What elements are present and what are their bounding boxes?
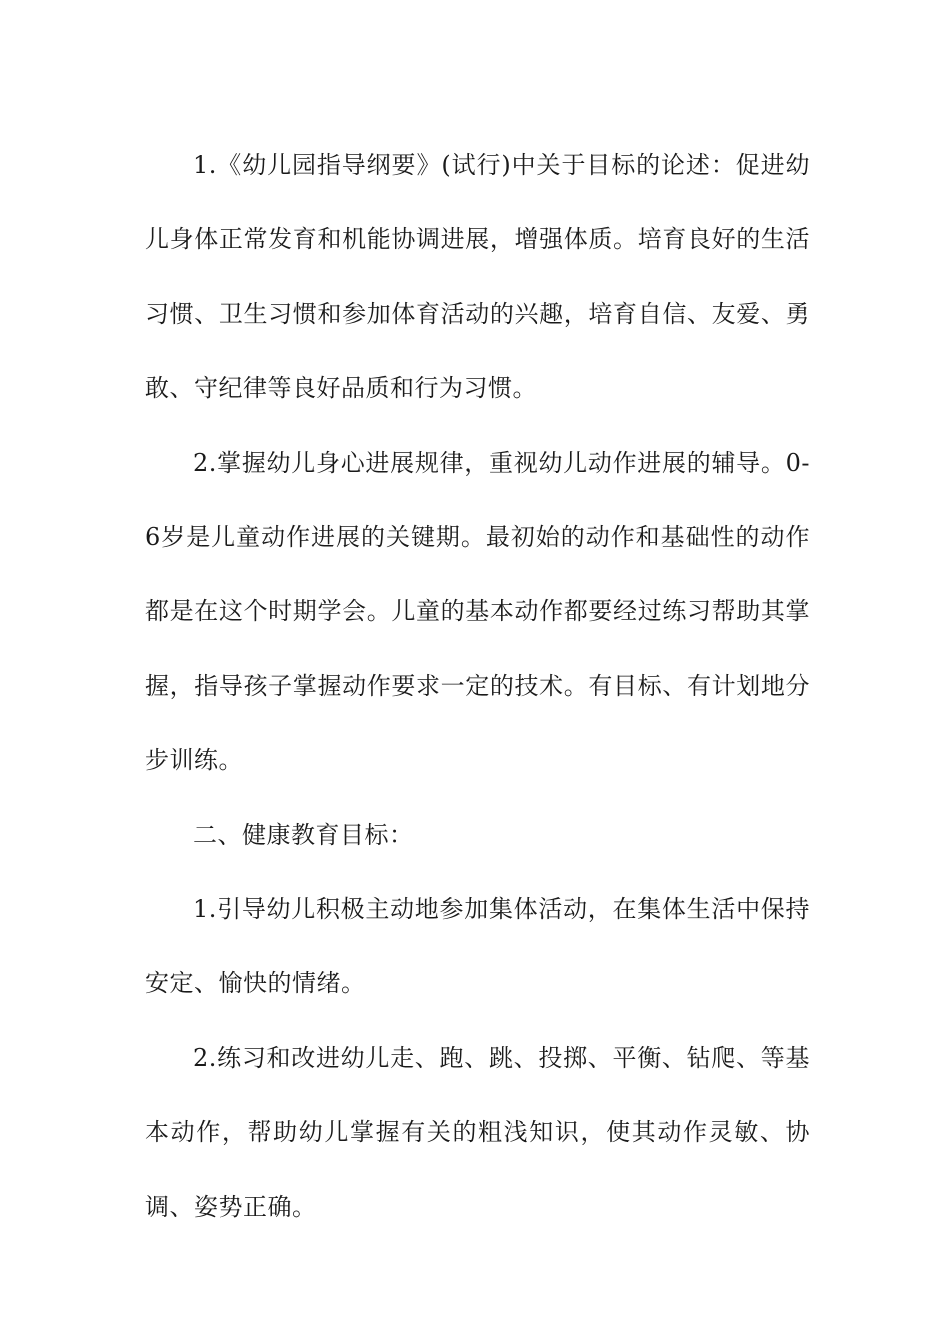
paragraph-basic-movements: 2.练习和改进幼儿走、跑、跳、投掷、平衡、钻爬、等基本动作，帮助幼儿掌握有关的粗浅知识，使其动作灵敏、协调、姿势正确。 [145, 1043, 810, 1221]
section-heading-health-goals: 二、健康教育目标： [193, 820, 414, 849]
document-body [145, 128, 810, 1244]
paragraph-outline-goal: 1.《幼儿园指导纲要》(试行)中关于目标的论述：促进幼儿身体正常发育和机能协调进展，增强体质。培育良好的生活习惯、卫生习惯和参加体育活动的兴趣，培育自信、友爱、勇敢、守纪律等良好品质和行为习惯。 [145, 151, 810, 403]
paragraph-motor-development: 2.掌握幼儿身心进展规律，重视幼儿动作进展的辅导。0-6岁是儿童动作进展的关键期。最初始的动作和基础性的动作都是在这个时期学会。儿童的基本动作都要经过练习帮助其掌握，指导孩子掌握动作要求一定的技术。有目标、有计划地分步训练。 [145, 448, 810, 775]
paragraph-group-activity: 1.引导幼儿积极主动地参加集体活动，在集体生活中保持安定、愉快的情绪。 [145, 895, 810, 998]
